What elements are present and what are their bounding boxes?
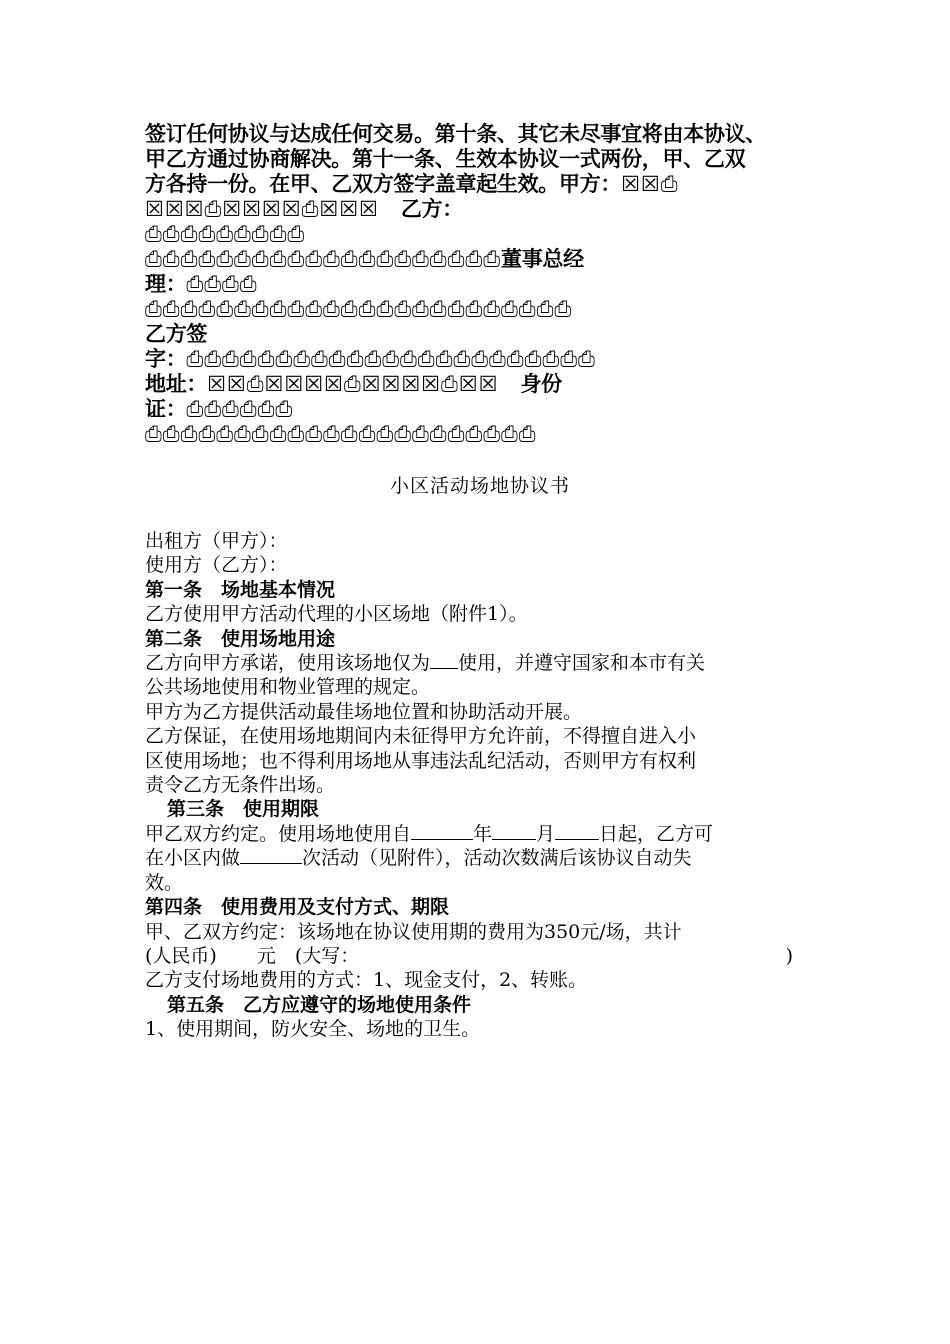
text-line: 乙方签 bbox=[145, 322, 208, 346]
missing-glyphs: ⎙⎙⎙⎙ bbox=[186, 272, 258, 296]
article-5-paragraph: 1、使用期间，防火安全、场地的卫生。 bbox=[145, 1018, 481, 1041]
text-line bbox=[145, 272, 815, 297]
article-2-paragraph: 区使用场地；也不得利用场地从事违法乱纪活动，否则甲方有权利 bbox=[145, 749, 697, 772]
text-line bbox=[145, 297, 815, 322]
blank-field bbox=[240, 846, 302, 864]
text-segment: 元 (大写： bbox=[256, 944, 360, 967]
article-3-heading: 第三条 使用期限 bbox=[167, 798, 320, 821]
blank-field bbox=[492, 822, 536, 840]
missing-glyphs: ⎙⎙⎙⎙⎙⎙⎙⎙⎙⎙⎙⎙⎙⎙⎙⎙⎙⎙⎙⎙ bbox=[145, 247, 501, 271]
text-segment: 在小区内做 bbox=[145, 847, 241, 870]
party-b-label: 乙方： bbox=[400, 197, 463, 221]
missing-glyphs: ⎙⎙⎙⎙⎙⎙⎙⎙⎙⎙⎙⎙⎙⎙⎙⎙⎙⎙⎙⎙⎙⎙ bbox=[145, 422, 537, 446]
article-4-paragraph: 乙方支付场地费用的方式：1、现金支付，2、转账。 bbox=[145, 969, 588, 992]
garbled-text-block bbox=[145, 122, 815, 447]
text-segment: 月 bbox=[536, 822, 556, 845]
document-title: 小区活动场地协议书 bbox=[389, 475, 570, 497]
article-4-paragraph bbox=[145, 944, 815, 968]
article-3-paragraph bbox=[145, 822, 815, 846]
article-2-heading: 第二条 使用场地用途 bbox=[145, 627, 336, 650]
text-line bbox=[145, 372, 815, 397]
text-segment: 乙方向甲方承诺，使用该场地仅为 bbox=[145, 652, 431, 675]
article-2-paragraph: 乙方保证，在使用场地期间内未征得甲方允许前，不得擅自进入小 bbox=[145, 725, 697, 748]
missing-glyphs: ☒☒⎙ bbox=[621, 172, 679, 196]
text-segment: 次活动（见附件），活动次数满后该协议自动失 bbox=[302, 847, 692, 870]
id-label: 身份 bbox=[520, 372, 562, 396]
text-segment: 字： bbox=[145, 347, 187, 371]
article-4-paragraph: 甲、乙双方约定：该场地在协议使用期的费用为350元/场，共计 bbox=[145, 920, 682, 943]
text-segment: 方各持一份。在甲、乙双方签字盖章起生效。甲方： bbox=[145, 172, 622, 196]
text-segment: 证： bbox=[145, 397, 187, 421]
article-2-paragraph: 甲方为乙方提供活动最佳场地位置和协助活动开展。 bbox=[145, 700, 583, 723]
blank-field bbox=[411, 822, 473, 840]
missing-glyphs: ☒☒☒⎙☒☒☒☒⎙☒☒☒ bbox=[145, 197, 379, 221]
missing-glyphs: ⎙⎙⎙⎙⎙⎙ bbox=[186, 397, 294, 421]
document-page bbox=[145, 122, 815, 1042]
text-line bbox=[145, 422, 815, 447]
text-segment: 理： bbox=[145, 272, 187, 296]
article-5-heading: 第五条 乙方应遵守的场地使用条件 bbox=[167, 993, 472, 1016]
lessor-line: 出租方（甲方）： bbox=[145, 530, 288, 552]
text-segment: 日起，乙方可 bbox=[599, 822, 714, 845]
text-line bbox=[145, 172, 815, 197]
blank-field bbox=[555, 822, 599, 840]
director-label: 董事总经 bbox=[501, 247, 584, 271]
article-2-paragraph bbox=[145, 651, 815, 675]
missing-glyphs: ⎙⎙⎙⎙⎙⎙⎙⎙⎙ bbox=[145, 222, 306, 246]
text-segment: ) bbox=[785, 944, 793, 967]
text-segment bbox=[145, 944, 359, 968]
text-segment: 年 bbox=[473, 822, 493, 845]
text-line bbox=[145, 222, 815, 247]
missing-glyphs: ☒☒⎙☒☒☒☒⎙☒☒☒☒⎙☒☒ bbox=[207, 372, 499, 396]
text-line bbox=[145, 247, 815, 272]
article-1-paragraph: 乙方使用甲方活动代理的小区场地（附件1）。 bbox=[145, 603, 528, 626]
text-segment: 使用，并遵守国家和本市有关 bbox=[458, 652, 706, 675]
text-line bbox=[145, 347, 815, 372]
article-2-paragraph: 公共场地使用和物业管理的规定。 bbox=[145, 676, 431, 699]
article-2-paragraph: 责令乙方无条件出场。 bbox=[145, 774, 336, 797]
text-line bbox=[145, 397, 815, 422]
article-3-paragraph bbox=[145, 846, 815, 870]
text-segment: (人民币) bbox=[145, 944, 217, 967]
article-3-paragraph: 效。 bbox=[145, 871, 184, 894]
address-label: 地址： bbox=[145, 372, 208, 396]
text-line bbox=[145, 197, 815, 222]
article-1-heading: 第一条 场地基本情况 bbox=[145, 578, 336, 601]
blank-field bbox=[430, 651, 458, 669]
missing-glyphs: ⎙⎙⎙⎙⎙⎙⎙⎙⎙⎙⎙⎙⎙⎙⎙⎙⎙⎙⎙⎙⎙⎙⎙⎙ bbox=[145, 297, 573, 321]
text-segment: 甲乙双方约定。使用场地使用自 bbox=[145, 822, 412, 845]
article-4-heading: 第四条 使用费用及支付方式、期限 bbox=[145, 896, 450, 919]
user-line: 使用方（乙方）： bbox=[145, 554, 288, 577]
text-line: 甲乙方通过协商解决。第十一条、生效本协议一式两份，甲、乙双 bbox=[145, 147, 746, 171]
missing-glyphs: ⎙⎙⎙⎙⎙⎙⎙⎙⎙⎙⎙⎙⎙⎙⎙⎙⎙⎙⎙⎙⎙⎙⎙ bbox=[186, 347, 596, 371]
text-line: 签订任何协议与达成任何交易。第十条、其它未尽事宜将由本协议、 bbox=[145, 122, 766, 146]
agreement-body bbox=[145, 529, 815, 1042]
